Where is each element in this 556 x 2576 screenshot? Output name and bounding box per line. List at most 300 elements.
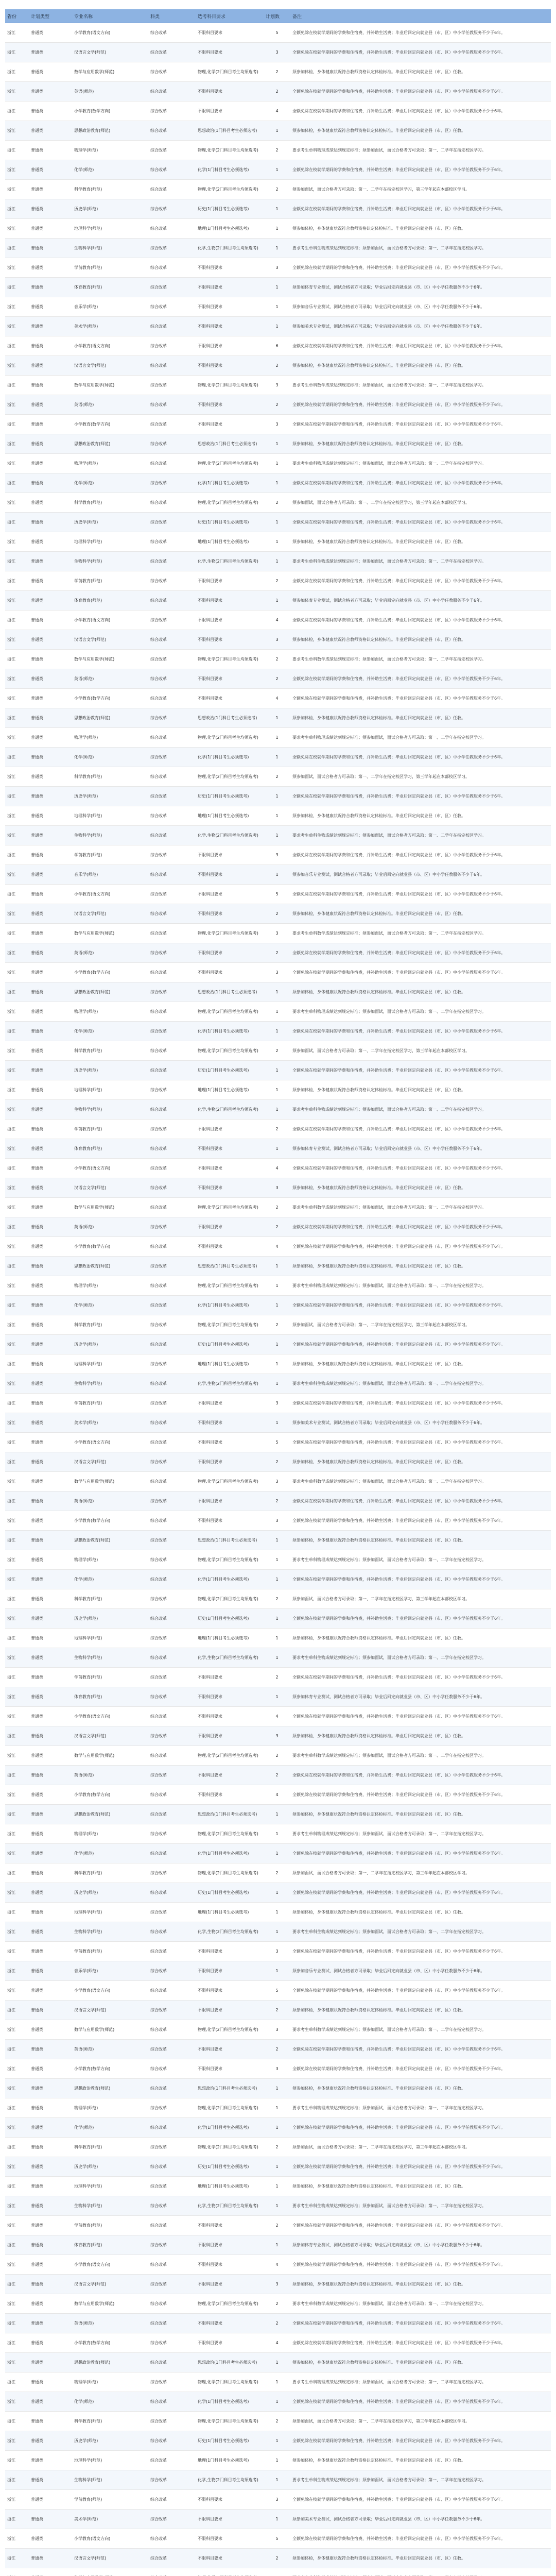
header-plan-type: 计划类型 — [29, 9, 72, 23]
cell-plan-count: 1 — [264, 748, 290, 767]
table-row — [5, 1903, 551, 1922]
cell-remarks: 全额免除在校就学期间的学费和住宿费，并补助生活费；毕业后回定向就业县（市、区）中小学任教服务不少于6年。 — [290, 2059, 551, 2079]
table-row — [5, 787, 551, 806]
cell-province: 浙江 — [5, 2549, 29, 2568]
cell-plan-count: 1 — [264, 2079, 290, 2098]
cell-category: 综合改革 — [148, 2470, 196, 2490]
cell-province: 浙江 — [5, 591, 29, 611]
cell-remarks: 须参加体检，身体健康状况符合教师资格认定体检标准。毕业后回定向就业县（市、区）任教。 — [290, 62, 551, 82]
cell-province: 浙江 — [5, 2177, 29, 2196]
cell-subject-requirement: 不限科目要求 — [196, 591, 264, 611]
cell-remarks: 须参加面试，面试合格者方可录取；第一、二学年在指定校区学习，第三学年起在本部校区学习。 — [290, 2412, 551, 2431]
cell-major: 生物科学(师范) — [72, 2196, 148, 2216]
cell-subject-requirement: 历史(1门科目考生必须选考) — [196, 1061, 264, 1080]
cell-province: 浙江 — [5, 1257, 29, 1276]
table-row — [5, 23, 551, 43]
cell-remarks: 全额免除在校就学期间的学费和住宿费，并补助生活费；毕业后回定向就业县（市、区）中小学任教服务不少于6年。 — [290, 1609, 551, 1629]
cell-major: 化学(师范) — [72, 1570, 148, 1589]
cell-province: 浙江 — [5, 219, 29, 239]
cell-plan-count: 2 — [264, 2412, 290, 2431]
cell-major: 汉语言文学(师范) — [72, 1178, 148, 1198]
cell-province: 浙江 — [5, 611, 29, 630]
cell-major: 汉语言文学(师范) — [72, 904, 148, 924]
cell-major: 思想政治教育(师范) — [72, 982, 148, 1002]
cell-plan-count: 1 — [264, 121, 290, 141]
cell-category: 综合改革 — [148, 1022, 196, 1041]
table-row — [5, 1922, 551, 1942]
cell-province: 浙江 — [5, 2353, 29, 2372]
cell-major: 思想政治教育(师范) — [72, 2353, 148, 2372]
cell-plan-count: 1 — [264, 239, 290, 258]
cell-remarks: 须参加体检，身体健康状况符合教师资格认定体检标准。毕业后回定向就业县（市、区）任教。 — [290, 1903, 551, 1922]
cell-remarks: 要求考生单科生物成绩达到规定标准；须参加面试，面试合格者方可录取；第一、二学年在指定校区学习。 — [290, 1648, 551, 1668]
cell-major: 物理学(师范) — [72, 1276, 148, 1296]
cell-category: 综合改革 — [148, 2529, 196, 2549]
cell-category: 综合改革 — [148, 2157, 196, 2177]
cell-remarks: 全额免除在校就学期间的学费和住宿费，并补助生活费；毕业后回定向就业县（市、区）中小学任教服务不少于6年。 — [290, 415, 551, 434]
cell-major: 化学(师范) — [72, 2118, 148, 2138]
cell-plan-count: 3 — [264, 1394, 290, 1413]
cell-remarks: 全额免除在校就学期间的学费和住宿费，并补助生活费；毕业后回定向就业县（市、区）中小学任教服务不少于6年。 — [290, 689, 551, 708]
cell-province: 浙江 — [5, 2235, 29, 2255]
cell-remarks — [290, 2568, 551, 2576]
cell-remarks: 要求考生单科物理成绩达到规定标准；须参加面试，面试合格者方可录取；第一、二学年在指定校区学习。 — [290, 1550, 551, 1570]
cell-plan-type: 普通类 — [29, 2372, 72, 2392]
cell-category: 综合改革 — [148, 258, 196, 278]
cell-plan-count: 2 — [264, 1198, 290, 1217]
table-row — [5, 1707, 551, 1726]
cell-category: 综合改革 — [148, 1648, 196, 1668]
cell-category: 综合改革 — [148, 23, 196, 43]
cell-province: 浙江 — [5, 2294, 29, 2314]
table-row — [5, 1472, 551, 1492]
cell-province: 浙江 — [5, 689, 29, 708]
cell-category: 综合改革 — [148, 2392, 196, 2412]
cell-plan-count: 1 — [264, 982, 290, 1002]
cell-major: 化学(师范) — [72, 1022, 148, 1041]
cell-subject-requirement: 不限科目要求 — [196, 1961, 264, 1981]
cell-remarks: 须参加美术专业测试，测试合格者方可录取；毕业后回定向就业县（市、区）中小学任教服务不少于6年。 — [290, 317, 551, 336]
cell-major: 生物科学(师范) — [72, 1922, 148, 1942]
cell-plan-type: 普通类 — [29, 82, 72, 101]
cell-subject-requirement: 物理,化学(2门科目考生均须选考) — [196, 454, 264, 473]
cell-plan-type: 普通类 — [29, 1100, 72, 1120]
cell-plan-count: 1 — [264, 1805, 290, 1824]
cell-subject-requirement: 化学(1门科目考生必须选考) — [196, 1844, 264, 1863]
cell-plan-type: 普通类 — [29, 787, 72, 806]
cell-major: 思想政治教育(师范) — [72, 1257, 148, 1276]
cell-category: 综合改革 — [148, 1570, 196, 1589]
cell-province: 浙江 — [5, 1824, 29, 1844]
cell-category: 综合改革 — [148, 1335, 196, 1354]
cell-remarks: 全额免除在校就学期间的学费和住宿费，并补助生活费；毕业后回定向就业县（市、区）中小学任教服务不少于6年。 — [290, 748, 551, 767]
cell-category: 综合改革 — [148, 1629, 196, 1648]
table-row — [5, 415, 551, 434]
cell-plan-type: 普通类 — [29, 2059, 72, 2079]
cell-plan-type: 普通类 — [29, 2549, 72, 2568]
cell-remarks: 要求考生单科数学成绩达到规定标准；须参加面试，面试合格者方可录取；第一、二学年在指定校区学习。 — [290, 2020, 551, 2040]
cell-subject-requirement: 地理(1门科目考生必须选考) — [196, 1903, 264, 1922]
cell-province: 浙江 — [5, 1061, 29, 1080]
cell-plan-count: 1 — [264, 1139, 290, 1159]
cell-category: 综合改革 — [148, 2177, 196, 2196]
cell-plan-type: 普通类 — [29, 23, 72, 43]
cell-category: 综合改革 — [148, 1374, 196, 1394]
cell-plan-count: 1 — [264, 317, 290, 336]
cell-remarks: 全额免除在校就学期间的学费和住宿费，并补助生活费；毕业后回定向就业县（市、区）中小学任教服务不少于6年。 — [290, 1296, 551, 1315]
cell-province: 浙江 — [5, 1120, 29, 1139]
cell-plan-count: 6 — [264, 336, 290, 356]
cell-plan-type: 普通类 — [29, 689, 72, 708]
cell-plan-count: 1 — [264, 199, 290, 219]
cell-province: 浙江 — [5, 258, 29, 278]
cell-plan-type: 普通类 — [29, 278, 72, 297]
table-row — [5, 767, 551, 787]
cell-province: 浙江 — [5, 1276, 29, 1296]
cell-plan-type: 普通类 — [29, 1394, 72, 1413]
cell-plan-count: 2 — [264, 180, 290, 199]
cell-major: 汉语言文学(师范) — [72, 43, 148, 62]
cell-province: 浙江 — [5, 845, 29, 865]
cell-major: 生物科学(师范) — [72, 826, 148, 845]
cell-province — [5, 2568, 29, 2576]
cell-province: 浙江 — [5, 317, 29, 336]
cell-subject-requirement: 化学(1门科目考生必须选考) — [196, 748, 264, 767]
table-row — [5, 552, 551, 571]
cell-plan-type: 普通类 — [29, 258, 72, 278]
cell-plan-count: 5 — [264, 1433, 290, 1452]
cell-subject-requirement: 化学(1门科目考生必须选考) — [196, 1296, 264, 1315]
cell-remarks: 全额免除在校就学期间的学费和住宿费，并补助生活费；毕业后回定向就业县（市、区）中小学任教服务不少于6年。 — [290, 2392, 551, 2412]
cell-remarks: 要求考生单科生物成绩达到规定标准；须参加面试，面试合格者方可录取；第一、二学年在指定校区学习。 — [290, 1374, 551, 1394]
cell-province: 浙江 — [5, 473, 29, 493]
cell-plan-type: 普通类 — [29, 454, 72, 473]
cell-major: 小学教育(语文方向) — [72, 336, 148, 356]
table-row — [5, 650, 551, 669]
cell-plan-type: 普通类 — [29, 1159, 72, 1178]
cell-plan-type: 普通类 — [29, 845, 72, 865]
cell-plan-type: 普通类 — [29, 1492, 72, 1511]
cell-remarks: 要求考生单科物理成绩达到规定标准；须参加面试，面试合格者方可录取；第一、二学年在指定校区学习。 — [290, 1824, 551, 1844]
cell-plan-count: 1 — [264, 2470, 290, 2490]
cell-category: 综合改革 — [148, 2549, 196, 2568]
cell-major: 小学教育(数学方向) — [72, 2333, 148, 2353]
cell-remarks: 全额免除在校就学期间的学费和住宿费，并补助生活费；毕业后回定向就业县（市、区）中小学任教服务不少于6年。 — [290, 82, 551, 101]
cell-plan-count: 2 — [264, 767, 290, 787]
cell-major: 英语(师范) — [72, 82, 148, 101]
cell-province: 浙江 — [5, 1374, 29, 1394]
cell-category: 综合改革 — [148, 1492, 196, 1511]
cell-major: 学前教育(师范) — [72, 845, 148, 865]
cell-plan-count: 1 — [264, 434, 290, 454]
cell-province: 浙江 — [5, 2490, 29, 2510]
cell-category: 综合改革 — [148, 787, 196, 806]
cell-plan-type: 普通类 — [29, 2177, 72, 2196]
cell-province: 浙江 — [5, 1531, 29, 1550]
cell-remarks: 全额免除在校就学期间的学费和住宿费，并补助生活费；毕业后回定向就业县（市、区）中小学任教服务不少于6年。 — [290, 611, 551, 630]
cell-remarks: 要求考生单科物理成绩达到规定标准；须参加面试，面试合格者方可录取；第一、二学年在指定校区学习。 — [290, 1002, 551, 1022]
cell-plan-count: 2 — [264, 1315, 290, 1335]
cell-subject-requirement: 物理,化学(2门科目考生均须选考) — [196, 1746, 264, 1766]
table-row — [5, 904, 551, 924]
cell-province: 浙江 — [5, 2079, 29, 2098]
cell-category: 综合改革 — [148, 1883, 196, 1903]
cell-plan-count: 3 — [264, 2020, 290, 2040]
cell-plan-type: 普通类 — [29, 1217, 72, 1237]
table-row — [5, 1041, 551, 1061]
cell-category: 综合改革 — [148, 376, 196, 395]
cell-plan-count: 1 — [264, 1002, 290, 1022]
cell-major: 小学教育(语文方向) — [72, 2255, 148, 2275]
table-row — [5, 1492, 551, 1511]
cell-category: 综合改革 — [148, 2020, 196, 2040]
cell-plan-count: 2 — [264, 2001, 290, 2020]
cell-major: 地理科学(师范) — [72, 1903, 148, 1922]
cell-category: 综合改革 — [148, 591, 196, 611]
cell-major: 思想政治教育(师范) — [72, 708, 148, 728]
cell-category: 综合改革 — [148, 1863, 196, 1883]
cell-province: 浙江 — [5, 336, 29, 356]
cell-category: 综合改革 — [148, 493, 196, 513]
cell-province: 浙江 — [5, 924, 29, 943]
cell-plan-count: 1 — [264, 2098, 290, 2118]
cell-remarks: 要求考生单科数学成绩达到规定标准；须参加面试，面试合格者方可录取；第一、二学年在指定校区学习。 — [290, 1198, 551, 1217]
header-province: 省份 — [5, 9, 29, 23]
cell-province: 浙江 — [5, 1080, 29, 1100]
cell-province: 浙江 — [5, 708, 29, 728]
cell-province: 浙江 — [5, 376, 29, 395]
cell-remarks: 须参加面试，面试合格者方可录取；第一、二学年在指定校区学习，第三学年起在本部校区学习。 — [290, 2138, 551, 2157]
cell-province: 浙江 — [5, 2059, 29, 2079]
table-row — [5, 1257, 551, 1276]
table-row — [5, 2098, 551, 2118]
cell-subject-requirement: 不限科目要求 — [196, 356, 264, 376]
cell-province: 浙江 — [5, 1159, 29, 1178]
cell-province: 浙江 — [5, 943, 29, 963]
table-row — [5, 2490, 551, 2510]
cell-subject-requirement: 不限科目要求 — [196, 1981, 264, 2001]
cell-major: 历史学(师范) — [72, 2431, 148, 2451]
cell-plan-count: 2 — [264, 571, 290, 591]
cell-subject-requirement: 不限科目要求 — [196, 1511, 264, 1531]
cell-province: 浙江 — [5, 434, 29, 454]
cell-subject-requirement: 化学(1门科目考生必须选考) — [196, 2118, 264, 2138]
cell-plan-count: 2 — [264, 395, 290, 415]
cell-plan-count: 1 — [264, 552, 290, 571]
cell-remarks: 须参加体检，身体健康状况符合教师资格认定体检标准。毕业后回定向就业县（市、区）任教。 — [290, 2001, 551, 2020]
cell-subject-requirement: 不限科目要求 — [196, 2275, 264, 2294]
table-row — [5, 141, 551, 160]
table-row — [5, 943, 551, 963]
cell-major: 小学教育(数学方向) — [72, 963, 148, 982]
cell-plan-count: 1 — [264, 219, 290, 239]
table-row — [5, 1061, 551, 1080]
cell-major: 科学教育(师范) — [72, 1041, 148, 1061]
cell-province: 浙江 — [5, 2255, 29, 2275]
cell-category: 综合改革 — [148, 336, 196, 356]
cell-remarks: 要求考生单科数学成绩达到规定标准；须参加面试，面试合格者方可录取；第一、二学年在指定校区学习。 — [290, 2294, 551, 2314]
cell-plan-type: 普通类 — [29, 395, 72, 415]
cell-category: 综合改革 — [148, 1296, 196, 1315]
cell-subject-requirement: 不限科目要求 — [196, 1785, 264, 1805]
cell-subject-requirement: 思想政治(1门科目考生必须选考) — [196, 1257, 264, 1276]
cell-province: 浙江 — [5, 552, 29, 571]
cell-province: 浙江 — [5, 2118, 29, 2138]
cell-plan-type: 普通类 — [29, 1766, 72, 1785]
cell-remarks: 须参加体检，身体健康状况符合教师资格认定体检标准。毕业后回定向就业县（市、区）任教。 — [290, 630, 551, 650]
cell-plan-count: 1 — [264, 278, 290, 297]
cell-province: 浙江 — [5, 2098, 29, 2118]
cell-province: 浙江 — [5, 532, 29, 552]
table-row — [5, 121, 551, 141]
cell-subject-requirement: 地理(1门科目考生必须选考) — [196, 2451, 264, 2470]
table-row — [5, 630, 551, 650]
cell-province: 浙江 — [5, 806, 29, 826]
cell-province: 浙江 — [5, 1746, 29, 1766]
cell-remarks: 全额免除在校就学期间的学费和住宿费，并补助生活费；毕业后回定向就业县（市、区）中小学任教服务不少于6年。 — [290, 199, 551, 219]
cell-plan-count: 4 — [264, 101, 290, 121]
table-row — [5, 1570, 551, 1589]
table-row — [5, 1217, 551, 1237]
cell-plan-type: 普通类 — [29, 1041, 72, 1061]
cell-remarks: 全额免除在校就学期间的学费和住宿费，并补助生活费；毕业后回定向就业县（市、区）中小学任教服务不少于6年。 — [290, 1022, 551, 1041]
cell-major: 汉语言文学(师范) — [72, 2275, 148, 2294]
table-row — [5, 1354, 551, 1374]
cell-category: 综合改革 — [148, 2255, 196, 2275]
cell-major: 化学(师范) — [72, 2392, 148, 2412]
cell-plan-type: 普通类 — [29, 1335, 72, 1354]
cell-category: 综合改革 — [148, 278, 196, 297]
cell-plan-count: 2 — [264, 2216, 290, 2235]
cell-category: 综合改革 — [148, 1472, 196, 1492]
cell-plan-type: 普通类 — [29, 493, 72, 513]
cell-category: 综合改革 — [148, 1961, 196, 1981]
cell-plan-count: 2 — [264, 1041, 290, 1061]
cell-category: 综合改革 — [148, 748, 196, 767]
cell-subject-requirement: 地理(1门科目考生必须选考) — [196, 806, 264, 826]
cell-province: 浙江 — [5, 1570, 29, 1589]
cell-subject-requirement: 不限科目要求 — [196, 1668, 264, 1687]
cell-major: 地理科学(师范) — [72, 1354, 148, 1374]
cell-plan-count: 4 — [264, 1707, 290, 1726]
cell-plan-count: 2 — [264, 2294, 290, 2314]
cell-plan-type: 普通类 — [29, 1237, 72, 1257]
cell-province: 浙江 — [5, 1100, 29, 1120]
cell-subject-requirement: 物理,化学(2门科目考生均须选考) — [196, 1198, 264, 1217]
cell-province: 浙江 — [5, 1629, 29, 1648]
cell-plan-count: 2 — [264, 356, 290, 376]
cell-plan-type: 普通类 — [29, 1452, 72, 1472]
cell-plan-count: 2 — [264, 1589, 290, 1609]
cell-subject-requirement: 化学,生物(2门科目考生均须选考) — [196, 2196, 264, 2216]
cell-plan-count: 1 — [264, 1022, 290, 1041]
cell-remarks: 全额免除在校就学期间的学费和住宿费，并补助生活费；毕业后回定向就业县（市、区）中小学任教服务不少于6年。 — [290, 1785, 551, 1805]
table-row — [5, 82, 551, 101]
cell-remarks: 全额免除在校就学期间的学费和住宿费，并补助生活费；毕业后回定向就业县（市、区）中小学任教服务不少于6年。 — [290, 1707, 551, 1726]
cell-major: 生物科学(师范) — [72, 1648, 148, 1668]
cell-plan-count: 1 — [264, 1824, 290, 1844]
cell-plan-count: 1 — [264, 1413, 290, 1433]
cell-plan-count: 5 — [264, 23, 290, 43]
cell-subject-requirement: 物理,化学(2门科目考生均须选考) — [196, 2294, 264, 2314]
cell-subject-requirement: 化学(1门科目考生必须选考) — [196, 1570, 264, 1589]
cell-major: 物理学(师范) — [72, 1550, 148, 1570]
cell-category: 综合改革 — [148, 2118, 196, 2138]
cell-plan-type: 普通类 — [29, 1707, 72, 1726]
cell-province: 浙江 — [5, 904, 29, 924]
cell-province: 浙江 — [5, 82, 29, 101]
table-row — [5, 1824, 551, 1844]
cell-major: 音乐学(师范) — [72, 1961, 148, 1981]
table-row — [5, 571, 551, 591]
table-row — [5, 2451, 551, 2470]
table-row — [5, 2177, 551, 2196]
cell-remarks: 须参加体检，身体健康状况符合教师资格认定体检标准。毕业后回定向就业县（市、区）任教。 — [290, 434, 551, 454]
cell-category: 综合改革 — [148, 1217, 196, 1237]
cell-category: 综合改革 — [148, 532, 196, 552]
cell-subject-requirement: 不限科目要求 — [196, 2490, 264, 2510]
cell-plan-type: 普通类 — [29, 904, 72, 924]
cell-major: 音乐学(师范) — [72, 865, 148, 885]
table-row — [5, 728, 551, 748]
cell-category: 综合改革 — [148, 806, 196, 826]
cell-major: 历史学(师范) — [72, 2157, 148, 2177]
table-row — [5, 1883, 551, 1903]
cell-province: 浙江 — [5, 180, 29, 199]
cell-major: 汉语言文学(师范) — [72, 2001, 148, 2020]
cell-subject-requirement: 化学(1门科目考生必须选考) — [196, 160, 264, 180]
cell-category: 综合改革 — [148, 395, 196, 415]
cell-major: 地理科学(师范) — [72, 219, 148, 239]
cell-plan-type: 普通类 — [29, 748, 72, 767]
cell-province: 浙江 — [5, 278, 29, 297]
cell-province: 浙江 — [5, 2275, 29, 2294]
cell-plan-count: 1 — [264, 2196, 290, 2216]
cell-subject-requirement: 物理,化学(2门科目考生均须选考) — [196, 1863, 264, 1883]
cell-province: 浙江 — [5, 1726, 29, 1746]
cell-province: 浙江 — [5, 1217, 29, 1237]
cell-plan-type: 普通类 — [29, 1805, 72, 1824]
table-row — [5, 2412, 551, 2431]
cell-province: 浙江 — [5, 1844, 29, 1863]
cell-subject-requirement: 物理,化学(2门科目考生均须选考) — [196, 1276, 264, 1296]
cell-remarks: 全额免除在校就学期间的学费和住宿费，并补助生活费；毕业后回定向就业县（市、区）中小学任教服务不少于6年。 — [290, 2314, 551, 2333]
cell-plan-count: 4 — [264, 1785, 290, 1805]
table-row — [5, 1120, 551, 1139]
cell-plan-count — [264, 2568, 290, 2576]
cell-major: 学前教育(师范) — [72, 1942, 148, 1961]
table-header — [5, 9, 551, 23]
cell-remarks: 全额免除在校就学期间的学费和住宿费，并补助生活费；毕业后回定向就业县（市、区）中小学任教服务不少于6年。 — [290, 669, 551, 689]
cell-remarks: 要求考生单科物理成绩达到规定标准；须参加面试，面试合格者方可录取；第一、二学年在指定校区学习。 — [290, 728, 551, 748]
table-row — [5, 2216, 551, 2235]
cell-province: 浙江 — [5, 454, 29, 473]
cell-plan-count: 1 — [264, 2372, 290, 2392]
cell-plan-type: 普通类 — [29, 1629, 72, 1648]
cell-major: 美术学(师范) — [72, 317, 148, 336]
cell-province: 浙江 — [5, 1550, 29, 1570]
cell-subject-requirement: 不限科目要求 — [196, 1394, 264, 1413]
cell-subject-requirement: 不限科目要求 — [196, 1492, 264, 1511]
cell-plan-count: 3 — [264, 376, 290, 395]
cell-province: 浙江 — [5, 141, 29, 160]
cell-remarks: 全额免除在校就学期间的学费和住宿费，并补助生活费；毕业后回定向就业县（市、区）中小学任教服务不少于6年。 — [290, 1883, 551, 1903]
cell-major: 历史学(师范) — [72, 1609, 148, 1629]
cell-plan-count: 1 — [264, 591, 290, 611]
cell-subject-requirement: 化学,生物(2门科目考生均须选考) — [196, 2470, 264, 2490]
cell-category: 综合改革 — [148, 141, 196, 160]
cell-major: 思想政治教育(师范) — [72, 434, 148, 454]
